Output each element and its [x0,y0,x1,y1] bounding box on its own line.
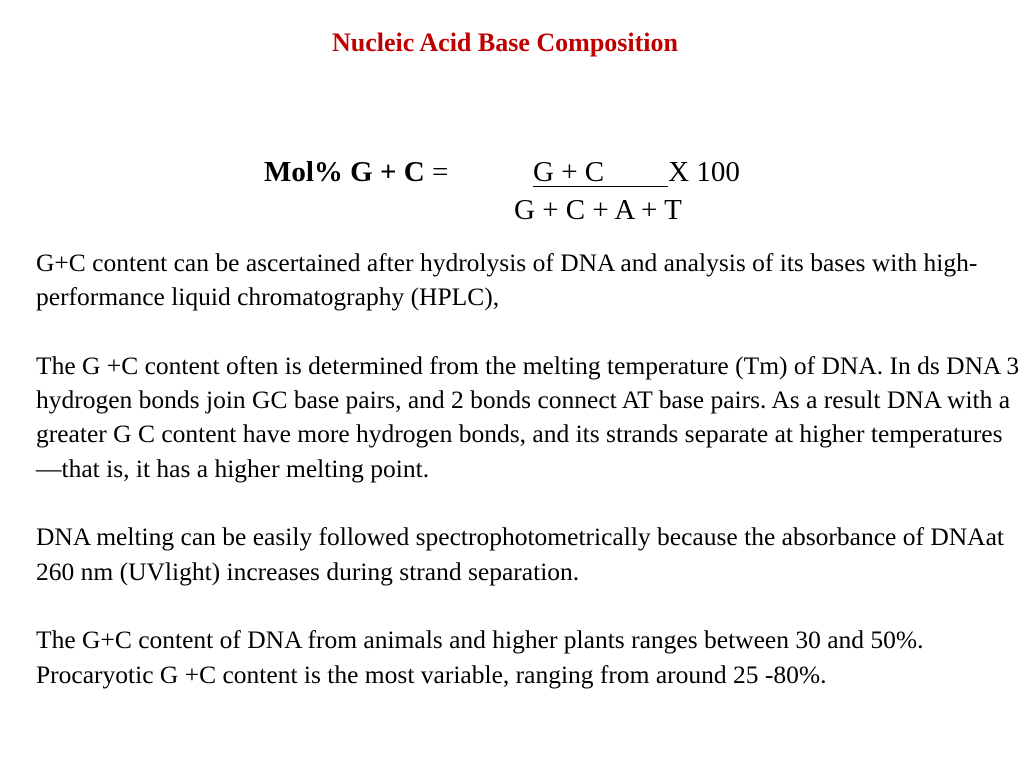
formula-numerator: G + C [533,156,605,188]
paragraph-melting-temperature: The G +C content often is determined from the melting temperature (Tm) of DNA. In ds DNA 3 hydrogen bonds join GC base pairs, and 2 bonds connect AT base pairs. As a result DNA with a greater G C content have more hydrogen bonds, and its strands separate at higher temperatures—that is, it has a higher melting point. [36,350,1020,483]
formula-numerator-row [533,156,740,189]
formula-equals: = [431,156,449,188]
formula-lhs-label: Mol% G + C [264,156,425,188]
formula-multiplier: X 100 [668,156,740,188]
paragraph-spacer [36,589,1021,623]
slide-title: Nucleic Acid Base Composition [332,28,678,57]
paragraph-spectrophotometry: DNA melting can be easily followed spectrophotometrically because the absorbance of DNAat 260 nm (UVlight) increases during strand separation. [36,522,1004,586]
paragraph-animals-plants: The G+C content of DNA from animals and higher plants ranges between 30 and 50%. [36,625,924,655]
formula-denominator: G + C + A + T [514,194,682,226]
body-text [36,246,1021,692]
fraction-bar [604,185,668,187]
paragraph-spacer [36,486,1021,520]
paragraph-procaryotic: Procaryotic G +C content is the most variable, ranging from around 25 -80%. [36,659,827,689]
gc-formula [0,156,1024,236]
paragraph-spacer [36,315,1021,349]
paragraph-hplc: G+C content can be ascertained after hydrolysis of DNA and analysis of its bases with high-performance liquid chromatography (HPLC), [36,248,978,312]
formula-lhs [264,156,448,189]
